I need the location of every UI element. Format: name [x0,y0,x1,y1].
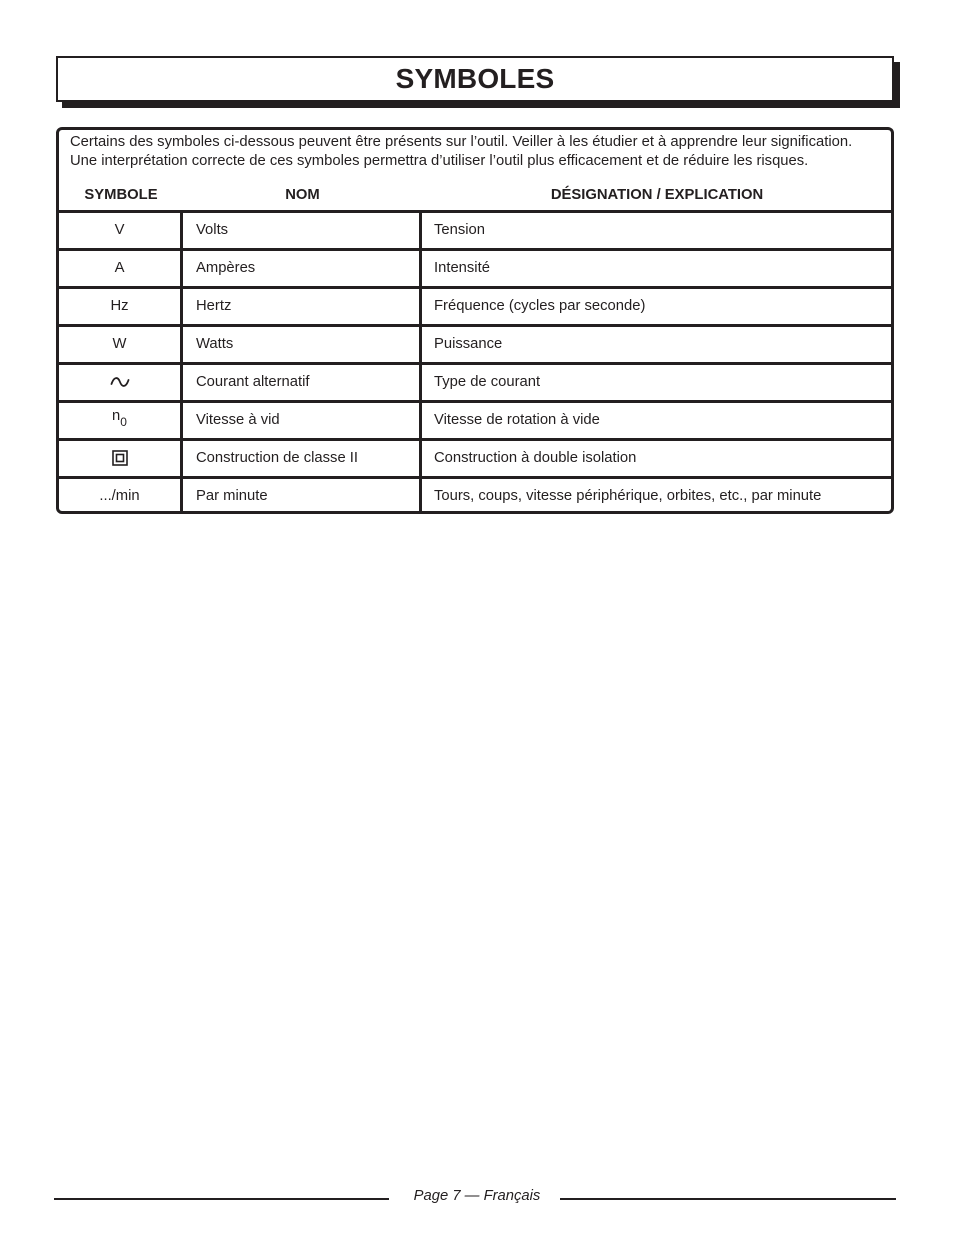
table-row [59,403,891,441]
intro-line-2: Une interprétation correcte de ces symboles permettra d’utiliser l’outil plus efficacement et de réduire les risques. [70,153,809,169]
intro-text [70,133,890,171]
description-cell: Vitesse de rotation à vide [434,412,600,428]
alternating-current-icon [110,375,130,389]
symbol-cell: .../min [59,479,183,514]
table-body [59,210,891,514]
description-cell: Tension [434,222,486,238]
page-title: SYMBOLES [395,63,555,94]
table-row [59,289,891,327]
page-number: Page 7 — Français [413,1188,541,1204]
no-load-speed-symbol [112,408,127,430]
description-cell: Fréquence (cycles par seconde) [434,298,646,314]
symbol-cell: W [59,327,183,362]
name-cell: Courant alternatif [183,365,422,400]
name-cell: Ampères [183,251,422,286]
symbol-main: n [112,408,121,425]
symbols-table-panel [56,127,894,514]
symbol-subscript: 0 [120,415,127,430]
column-header-description: DÉSIGNATION / EXPLICATION [550,187,764,203]
table-header [59,187,891,209]
intro-line-1: Certains des symboles ci-dessous peuvent être présents sur l’outil. Veiller à les étudier et à apprendre leur signification. [70,134,853,150]
name-cell: Hertz [183,289,422,324]
name-cell: Par minute [183,479,422,514]
symbol-cell [59,403,183,438]
description-cell: Tours, coups, vitesse périphérique, orbites, etc., par minute [434,488,822,504]
name-cell: Volts [183,213,422,248]
column-header-name: NOM [285,187,320,203]
table-row [59,251,891,289]
description-cell: Construction à double isolation [434,450,637,466]
footer-rule-left [54,1198,389,1200]
name-cell: Vitesse à vid [183,403,422,438]
column-header-symbol: SYMBOLE [84,187,158,203]
class-ii-construction-icon [112,450,128,466]
table-row [59,365,891,403]
table-row [59,479,891,514]
symbol-cell: Hz [59,289,183,324]
page-footer [54,1186,896,1208]
symbol-cell: V [59,213,183,248]
table-row [59,441,891,479]
table-row [59,327,891,365]
description-cell: Puissance [434,336,503,352]
description-cell: Intensité [434,260,490,276]
section-title-banner [56,56,894,102]
footer-rule-right [560,1198,896,1200]
symbol-cell [59,441,183,476]
name-cell: Watts [183,327,422,362]
name-cell: Construction de classe II [183,441,422,476]
symbol-cell: A [59,251,183,286]
symbol-cell [59,365,183,400]
table-row [59,213,891,251]
description-cell: Type de courant [434,374,541,390]
